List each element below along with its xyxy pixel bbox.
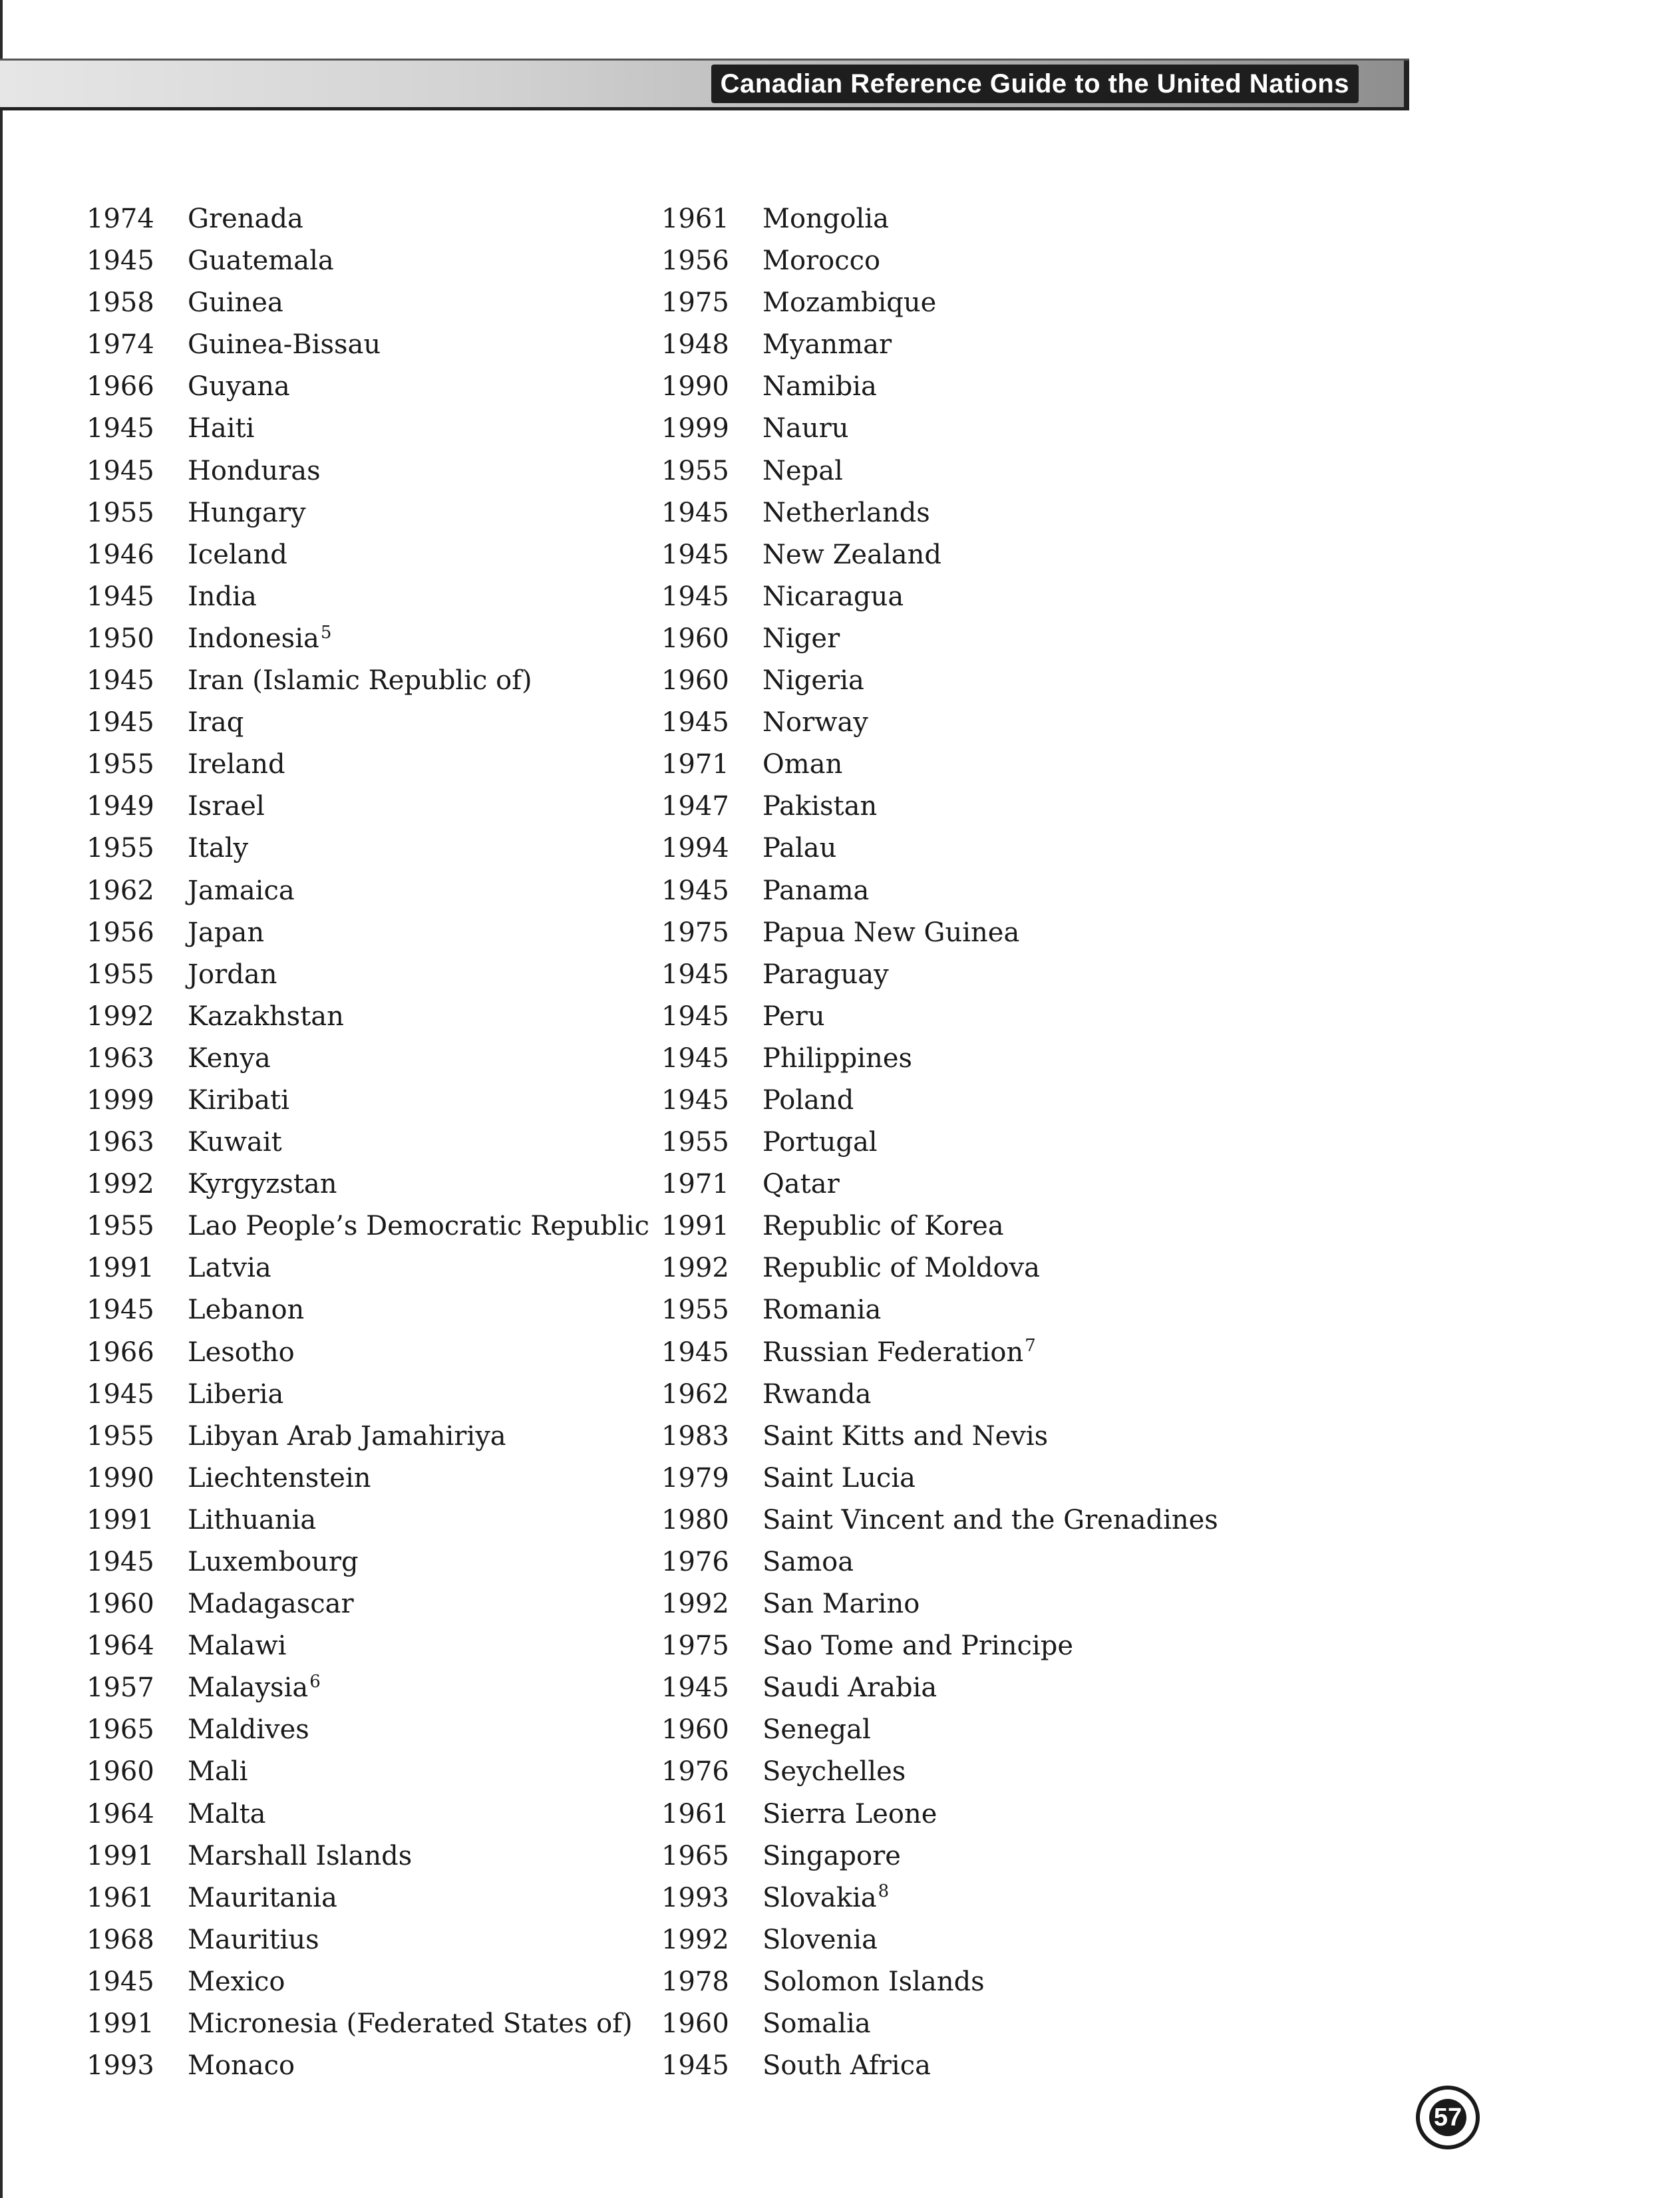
list-item — [661, 1247, 1293, 1289]
admission-year: 1955 — [86, 959, 154, 990]
list-item — [86, 1247, 632, 1289]
list-item — [86, 1122, 632, 1164]
list-item — [661, 534, 1293, 576]
admission-year: 1950 — [86, 623, 154, 654]
list-item — [86, 744, 632, 786]
list-item — [661, 1289, 1293, 1331]
admission-year: 1960 — [661, 1714, 729, 1746]
page-edge-line — [0, 0, 3, 2198]
list-item — [86, 1164, 632, 1205]
list-item — [86, 1583, 632, 1625]
list-item — [661, 912, 1293, 954]
country-name: Grenada — [188, 204, 303, 234]
list-item — [86, 828, 632, 869]
country-name: Sao Tome and Principe — [762, 1631, 1074, 1662]
admission-year: 1961 — [86, 1882, 154, 1913]
country-name: Guatemala — [188, 245, 334, 277]
admission-year: 1945 — [86, 1378, 154, 1410]
admission-year: 1949 — [86, 791, 154, 822]
admission-year: 1945 — [661, 2050, 729, 2082]
page-number-badge — [1416, 2086, 1480, 2149]
admission-year: 1964 — [86, 1631, 154, 1662]
country-name: Monaco — [188, 2050, 295, 2082]
list-item — [86, 1332, 632, 1374]
list-item — [86, 702, 632, 744]
admission-year: 1961 — [661, 1798, 729, 1829]
country-name: Papua New Guinea — [762, 917, 1020, 948]
country-name: Pakistan — [762, 791, 878, 822]
admission-year: 1966 — [86, 371, 154, 402]
list-item — [86, 1667, 632, 1709]
list-item — [86, 1289, 632, 1331]
admission-year: 1945 — [661, 539, 729, 570]
list-item — [86, 324, 632, 366]
member-list-right-column — [661, 198, 1293, 2087]
list-item — [661, 1122, 1293, 1164]
admission-year: 1974 — [86, 204, 154, 234]
admission-year: 1979 — [661, 1462, 729, 1493]
country-name: Lao People’s Democratic Republic — [188, 1211, 649, 1242]
country-name: Samoa — [762, 1547, 854, 1577]
list-item — [661, 1667, 1293, 1709]
country-name: Russian Federation — [762, 1336, 1024, 1368]
list-item — [661, 1583, 1293, 1625]
admission-year: 1976 — [661, 1756, 729, 1788]
header-banner — [0, 59, 1409, 110]
list-item — [86, 1625, 632, 1667]
admission-year: 1945 — [661, 1042, 729, 1074]
country-name: Lebanon — [188, 1295, 305, 1326]
country-name: Malta — [188, 1798, 266, 1829]
header-title: Canadian Reference Guide to the United Nations — [711, 65, 1359, 103]
list-item — [661, 870, 1293, 912]
admission-year: 1971 — [661, 749, 729, 780]
list-item — [86, 786, 632, 828]
list-item — [86, 534, 632, 576]
country-name: Norway — [762, 707, 868, 738]
admission-year: 1945 — [86, 1547, 154, 1577]
country-name: Kiribati — [188, 1084, 289, 1116]
admission-year: 1990 — [661, 371, 729, 402]
list-item — [86, 912, 632, 954]
country-name: Madagascar — [188, 1589, 354, 1620]
country-name: Micronesia (Federated States of) — [188, 2008, 633, 2040]
country-name: Haiti — [188, 413, 255, 444]
country-name: Nicaragua — [762, 581, 904, 612]
admission-year: 1945 — [86, 455, 154, 486]
list-item — [86, 2003, 632, 2045]
country-name: Panama — [762, 875, 870, 906]
country-name: Kenya — [188, 1042, 271, 1074]
admission-year: 1945 — [86, 245, 154, 277]
country-name: Mozambique — [762, 287, 937, 319]
list-item — [86, 1794, 632, 1835]
list-item — [86, 1038, 632, 1080]
list-item — [661, 744, 1293, 786]
country-name: Namibia — [762, 371, 877, 402]
admission-year: 1945 — [661, 1084, 729, 1116]
list-item — [661, 198, 1293, 240]
admission-year: 1991 — [661, 1211, 729, 1242]
list-item — [661, 996, 1293, 1038]
admission-year: 1945 — [661, 1336, 729, 1368]
list-item — [661, 240, 1293, 282]
list-item — [86, 660, 632, 702]
list-item — [86, 1709, 632, 1751]
list-item — [86, 1416, 632, 1458]
admission-year: 1975 — [661, 1631, 729, 1662]
list-item — [86, 198, 632, 240]
list-item — [661, 1458, 1293, 1499]
country-name: Mauritius — [188, 1924, 319, 1955]
list-item — [86, 1499, 632, 1541]
country-name: Poland — [762, 1084, 854, 1116]
country-name: Luxembourg — [188, 1547, 359, 1577]
country-name: Libyan Arab Jamahiriya — [188, 1420, 506, 1452]
list-item — [86, 1751, 632, 1793]
country-name: Nepal — [762, 455, 843, 486]
list-item — [86, 492, 632, 534]
list-item — [661, 1205, 1293, 1247]
list-item — [86, 618, 632, 660]
list-item — [86, 954, 632, 996]
country-name: Israel — [188, 791, 265, 822]
admission-year: 1991 — [86, 1253, 154, 1284]
list-item — [661, 2003, 1293, 2045]
list-item — [86, 1877, 632, 1919]
admission-year: 1945 — [661, 959, 729, 990]
list-item — [86, 2045, 632, 2087]
admission-year: 1992 — [661, 1253, 729, 1284]
list-item — [661, 702, 1293, 744]
admission-year: 1992 — [661, 1924, 729, 1955]
admission-year: 1963 — [86, 1042, 154, 1074]
list-item — [661, 1499, 1293, 1541]
country-name: Morocco — [762, 245, 881, 277]
admission-year: 1945 — [86, 707, 154, 738]
admission-year: 1966 — [86, 1336, 154, 1368]
list-item — [661, 1080, 1293, 1122]
list-item — [661, 1919, 1293, 1961]
country-name: Saint Kitts and Nevis — [762, 1420, 1049, 1452]
list-item — [661, 1709, 1293, 1751]
country-name: Maldives — [188, 1714, 309, 1746]
list-item — [86, 366, 632, 408]
list-item — [661, 1038, 1293, 1080]
list-item — [661, 1374, 1293, 1416]
admission-year: 1975 — [661, 287, 729, 319]
list-item — [86, 240, 632, 282]
list-item — [86, 1205, 649, 1247]
country-name: Kyrgyzstan — [188, 1169, 337, 1200]
admission-year: 1960 — [661, 665, 729, 697]
admission-year: 1945 — [86, 1295, 154, 1326]
admission-year: 1968 — [86, 1924, 154, 1955]
country-name: Solomon Islands — [762, 1966, 985, 1997]
list-item — [661, 576, 1293, 618]
country-name: Kuwait — [188, 1127, 282, 1158]
admission-year: 1963 — [86, 1127, 154, 1158]
admission-year: 1993 — [661, 1882, 729, 1913]
country-name: Slovenia — [762, 1924, 878, 1955]
admission-year: 1948 — [661, 329, 729, 361]
footnote-marker: 7 — [1025, 1336, 1036, 1356]
admission-year: 1945 — [86, 413, 154, 444]
country-name: South Africa — [762, 2050, 931, 2082]
country-name: Jamaica — [188, 875, 295, 906]
admission-year: 1955 — [86, 497, 154, 528]
list-item — [661, 1541, 1293, 1583]
admission-year: 1992 — [86, 1169, 154, 1200]
admission-year: 1960 — [86, 1589, 154, 1620]
country-name: Saint Lucia — [762, 1462, 916, 1493]
admission-year: 1992 — [86, 1001, 154, 1032]
country-name: Senegal — [762, 1714, 871, 1746]
admission-year: 1961 — [661, 204, 729, 234]
admission-year: 1999 — [86, 1084, 154, 1116]
country-name: Indonesia — [188, 623, 319, 654]
country-name: Hungary — [188, 497, 306, 528]
country-name: Guinea — [188, 287, 283, 319]
admission-year: 1965 — [661, 1840, 729, 1871]
admission-year: 1945 — [661, 581, 729, 612]
list-item — [661, 660, 1293, 702]
country-name: Kazakhstan — [188, 1001, 344, 1032]
admission-year: 1960 — [86, 1756, 154, 1788]
admission-year: 1957 — [86, 1672, 154, 1704]
country-name: Slovakia — [762, 1882, 877, 1913]
admission-year: 1945 — [661, 875, 729, 906]
country-name: Myanmar — [762, 329, 892, 361]
list-item — [661, 1877, 1293, 1919]
country-name: Paraguay — [762, 959, 889, 990]
member-list-left-column — [86, 198, 649, 2087]
country-name: Guinea-Bissau — [188, 329, 381, 361]
list-item — [661, 618, 1293, 660]
admission-year: 1999 — [661, 413, 729, 444]
country-name: New Zealand — [762, 539, 941, 570]
list-item — [661, 2045, 1293, 2087]
list-item — [661, 954, 1293, 996]
list-item — [661, 1794, 1293, 1835]
country-name: Iraq — [188, 707, 244, 738]
admission-year: 1975 — [661, 917, 729, 948]
admission-year: 1955 — [86, 1211, 154, 1242]
country-name: Jordan — [188, 959, 277, 990]
list-item — [86, 408, 632, 450]
admission-year: 1945 — [661, 707, 729, 738]
list-item — [86, 1458, 632, 1499]
admission-year: 1980 — [661, 1504, 729, 1535]
admission-year: 1956 — [86, 917, 154, 948]
admission-year: 1962 — [86, 875, 154, 906]
admission-year: 1946 — [86, 539, 154, 570]
country-name: Republic of Moldova — [762, 1253, 1041, 1284]
list-item — [86, 870, 632, 912]
country-name: Guyana — [188, 371, 290, 402]
country-name: Liechtenstein — [188, 1462, 371, 1493]
admission-year: 1955 — [86, 749, 154, 780]
admission-year: 1991 — [86, 1504, 154, 1535]
list-item — [661, 1625, 1293, 1667]
country-name: Malawi — [188, 1631, 287, 1662]
admission-year: 1955 — [86, 1420, 154, 1452]
list-item — [86, 996, 632, 1038]
admission-year: 1960 — [661, 623, 729, 654]
list-item — [661, 366, 1293, 408]
country-name: Netherlands — [762, 497, 930, 528]
list-item — [86, 1374, 632, 1416]
admission-year: 1945 — [86, 665, 154, 697]
country-name: Republic of Korea — [762, 1211, 1004, 1242]
admission-year: 1990 — [86, 1462, 154, 1493]
admission-year: 1974 — [86, 329, 154, 361]
admission-year: 1958 — [86, 287, 154, 319]
list-item — [661, 408, 1293, 450]
list-item — [661, 492, 1293, 534]
list-item — [661, 786, 1293, 828]
admission-year: 1976 — [661, 1547, 729, 1577]
list-item — [86, 576, 632, 618]
admission-year: 1945 — [661, 497, 729, 528]
list-item — [661, 450, 1293, 492]
country-name: Mexico — [188, 1966, 285, 1997]
list-item — [661, 1751, 1293, 1793]
country-name: Italy — [188, 833, 249, 864]
list-item — [661, 828, 1293, 869]
list-item — [86, 1080, 632, 1122]
admission-year: 1945 — [86, 581, 154, 612]
admission-year: 1945 — [86, 1966, 154, 1997]
country-name: India — [188, 581, 257, 612]
country-name: Philippines — [762, 1042, 913, 1074]
admission-year: 1956 — [661, 245, 729, 277]
country-name: Latvia — [188, 1253, 271, 1284]
admission-year: 1983 — [661, 1420, 729, 1452]
admission-year: 1964 — [86, 1798, 154, 1829]
country-name: Sierra Leone — [762, 1798, 937, 1829]
country-name: Peru — [762, 1001, 825, 1032]
admission-year: 1947 — [661, 791, 729, 822]
country-name: Iran (Islamic Republic of) — [188, 665, 532, 697]
list-item — [661, 1332, 1293, 1374]
country-name: Palau — [762, 833, 837, 864]
country-name: Niger — [762, 623, 840, 654]
country-name: Marshall Islands — [188, 1840, 413, 1871]
country-name: Malaysia — [188, 1672, 309, 1704]
footnote-marker: 6 — [309, 1671, 321, 1692]
admission-year: 1955 — [661, 1127, 729, 1158]
list-item — [86, 450, 632, 492]
country-name: Japan — [188, 917, 265, 948]
admission-year: 1960 — [661, 2008, 729, 2040]
country-name: Oman — [762, 749, 843, 780]
admission-year: 1955 — [86, 833, 154, 864]
admission-year: 1971 — [661, 1169, 729, 1200]
admission-year: 1978 — [661, 1966, 729, 1997]
country-name: Nauru — [762, 413, 849, 444]
country-name: Singapore — [762, 1840, 901, 1871]
country-name: Saint Vincent and the Grenadines — [762, 1504, 1218, 1535]
country-name: Nigeria — [762, 665, 864, 697]
country-name: Portugal — [762, 1127, 878, 1158]
admission-year: 1992 — [661, 1589, 729, 1620]
country-name: Liberia — [188, 1378, 284, 1410]
country-name: Ireland — [188, 749, 285, 780]
footnote-marker: 8 — [878, 1881, 890, 1902]
admission-year: 1993 — [86, 2050, 154, 2082]
admission-year: 1991 — [86, 2008, 154, 2040]
list-item — [661, 1961, 1293, 2003]
list-item — [661, 324, 1293, 366]
country-name: Mongolia — [762, 204, 889, 234]
country-name: Lesotho — [188, 1336, 295, 1368]
country-name: Seychelles — [762, 1756, 906, 1788]
list-item — [86, 1541, 632, 1583]
admission-year: 1965 — [86, 1714, 154, 1746]
country-name: Qatar — [762, 1169, 840, 1200]
admission-year: 1945 — [661, 1001, 729, 1032]
list-item — [86, 282, 632, 324]
list-item — [661, 1164, 1293, 1205]
country-name: Honduras — [188, 455, 321, 486]
country-name: San Marino — [762, 1589, 920, 1620]
list-item — [86, 1835, 632, 1877]
admission-year: 1991 — [86, 1840, 154, 1871]
list-item — [661, 1835, 1293, 1877]
country-name: Romania — [762, 1295, 882, 1326]
list-item — [661, 1416, 1293, 1458]
country-name: Somalia — [762, 2008, 871, 2040]
admission-year: 1945 — [661, 1672, 729, 1704]
country-name: Mali — [188, 1756, 248, 1788]
country-name: Rwanda — [762, 1378, 872, 1410]
admission-year: 1955 — [661, 455, 729, 486]
admission-year: 1994 — [661, 833, 729, 864]
country-name: Mauritania — [188, 1882, 337, 1913]
country-name: Iceland — [188, 539, 287, 570]
list-item — [86, 1961, 632, 2003]
country-name: Lithuania — [188, 1504, 317, 1535]
list-item — [661, 282, 1293, 324]
footnote-marker: 5 — [320, 622, 332, 643]
list-item — [86, 1919, 632, 1961]
admission-year: 1955 — [661, 1295, 729, 1326]
admission-year: 1962 — [661, 1378, 729, 1410]
page-number: 57 — [1429, 2099, 1466, 2136]
country-name: Saudi Arabia — [762, 1672, 937, 1704]
